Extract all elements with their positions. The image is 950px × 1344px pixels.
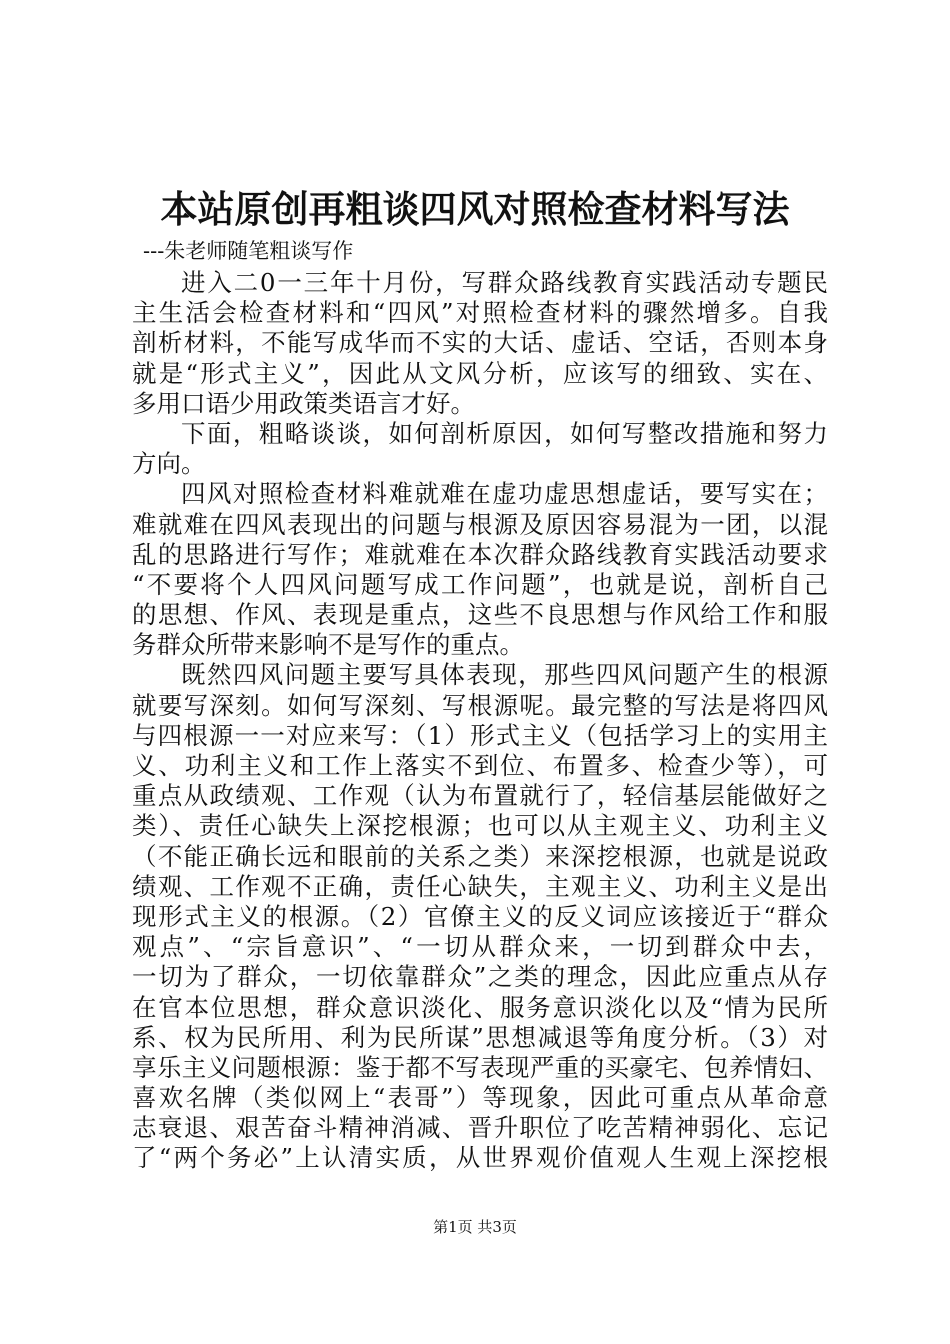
text-line: 观点”、“宗旨意识”、“一切从群众来，一切到群众中去， — [132, 932, 828, 962]
paragraph-1 — [132, 268, 828, 419]
paragraph-2 — [132, 419, 828, 479]
text-line: 进入二0一三年十月份，写群众路线教育实践活动专题民 — [181, 268, 828, 297]
text-line: 一切为了群众，一切依靠群众”之类的理念，因此应重点从存 — [132, 962, 828, 992]
text-line: （不能正确长远和眼前的关系之类）来深挖根源，也就是说政 — [132, 841, 828, 871]
text-line: 就是“形式主义”，因此从文风分析，应该写的细致、实在、 — [132, 358, 828, 388]
text-line: 下面，粗略谈谈，如何剖析原因，如何写整改措施和努力 — [181, 418, 828, 448]
text-line: 务群众所带来影响不是写作的重点。 — [132, 630, 524, 660]
text-line: 乱的思路进行写作；难就难在本次群众路线教育实践活动要求 — [132, 539, 828, 569]
text-line: 与四根源一一对应来写：（1）形式主义（包括学习上的实用主 — [132, 720, 828, 750]
text-line: 多用口语少用政策类语言才好。 — [132, 388, 475, 418]
text-line: 难就难在四风表现出的问题与根源及原因容易混为一团，以混 — [132, 509, 828, 539]
document-subtitle: ---朱老师随笔粗谈写作 — [143, 239, 354, 263]
document-title: 本站原创再粗谈四风对照检查材料写法 — [160, 187, 790, 231]
text-line: 绩观、工作观不正确，责任心缺失，主观主义、功利主义是出 — [132, 871, 828, 901]
text-line: 享乐主义问题根源：鉴于都不写表现严重的买豪宅、包养情妇、 — [132, 1052, 828, 1082]
text-line: 重点从政绩观、工作观（认为布置就行了，轻信基层能做好之 — [132, 781, 828, 811]
text-line: 就要写深刻。如何写深刻、写根源呢。最完整的写法是将四风 — [132, 690, 828, 720]
page-footer: 第1页 共3页 — [433, 1218, 517, 1236]
text-line: 主生活会检查材料和“四风”对照检查材料的骤然增多。自我 — [132, 298, 828, 328]
text-line: 系、权为民所用、利为民所谋”思想减退等角度分析。（3）对 — [132, 1022, 828, 1052]
text-line: 剖析材料，不能写成华而不实的大话、虚话、空话，否则本身 — [132, 328, 828, 358]
text-line: “不要将个人四风问题写成工作问题”，也就是说，剖析自己 — [132, 569, 828, 599]
text-line: 既然四风问题主要写具体表现，那些四风问题产生的根源 — [181, 660, 828, 690]
text-line: 志衰退、艰苦奋斗精神消减、晋升职位了吃苦精神弱化、忘记 — [132, 1113, 828, 1143]
text-line: 的思想、作风、表现是重点，这些不良思想与作风给工作和服 — [132, 600, 828, 630]
text-line: 了“两个务必”上认清实质，从世界观价值观人生观上深挖根 — [132, 1143, 828, 1173]
text-line: 现形式主义的根源。（2）官僚主义的反义词应该接近于“群众 — [132, 901, 828, 931]
text-line: 在官本位思想，群众意识淡化、服务意识淡化以及“情为民所 — [132, 992, 828, 1022]
paragraph-4 — [132, 660, 828, 1173]
text-line: 四风对照检查材料难就难在虚功虚思想虚话，要写实在； — [181, 479, 828, 509]
paragraph-3 — [132, 479, 828, 660]
text-line: 喜欢名牌（类似网上“表哥”）等现象，因此可重点从革命意 — [132, 1083, 828, 1113]
text-line: 类）、责任心缺失上深挖根源；也可以从主观主义、功利主义 — [132, 811, 828, 841]
document-body — [132, 268, 828, 1174]
text-line: 义、功利主义和工作上落实不到位、布置多、检查少等），可 — [132, 751, 828, 780]
text-line: 方向。 — [132, 449, 206, 479]
